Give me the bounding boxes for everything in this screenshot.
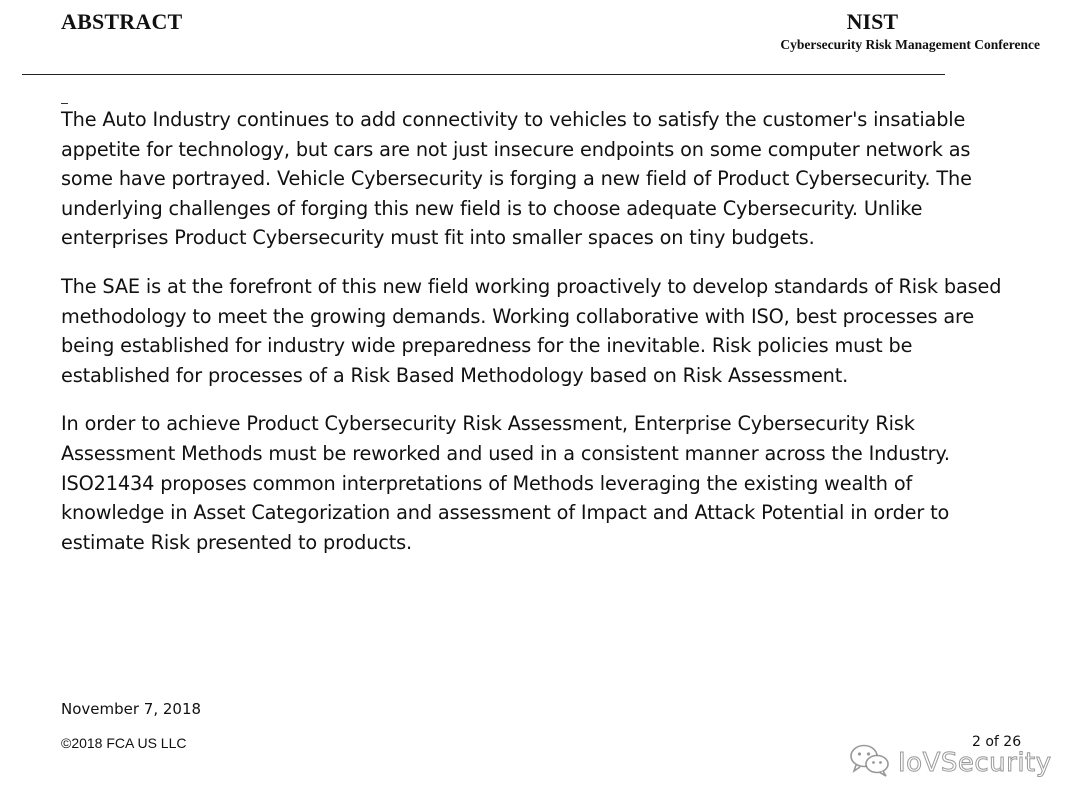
wechat-icon (848, 742, 892, 783)
watermark (848, 742, 1052, 783)
abstract-body (61, 105, 1051, 576)
paragraph-line: appetite for technology, but cars are not just insecure endpoints on some computer network as (61, 137, 971, 161)
paragraph-line: ISO21434 proposes common interpretations of Methods leveraging the existing wealth of (61, 471, 913, 495)
paragraph-line: methodology to meet the growing demands. Working collaborative with ISO, best processes are (61, 304, 975, 328)
paragraph-line: In order to achieve Product Cybersecurity Risk Assessment, Enterprise Cybersecurity Risk (61, 412, 915, 436)
paragraph-line: Assessment Methods must be reworked and used in a consistent manner across the Industry. (61, 441, 950, 465)
footer-date: November 7, 2018 (61, 700, 202, 718)
document-section-title: ABSTRACT (61, 9, 183, 34)
paragraph-line: estimate Risk presented to products. (61, 530, 413, 554)
paragraph-line: knowledge in Asset Categorization and assessment of Impact and Attack Potential in order to (61, 501, 950, 525)
paragraph-line: The Auto Industry continues to add connectivity to vehicles to satisfy the customer's insatiable (61, 108, 966, 131)
watermark-text: IoVSecurity (898, 747, 1052, 778)
header-divider (22, 74, 945, 75)
paragraph-2 (61, 272, 1051, 390)
conference-name: Cybersecurity Risk Management Conference (780, 37, 1040, 52)
stray-mark (61, 103, 68, 104)
paragraph-line: established for processes of a Risk Based Methodology based on Risk Assessment. (61, 363, 849, 387)
footer-copyright: ©2018 FCA US LLC (61, 735, 187, 751)
paragraph-line: enterprises Product Cybersecurity must fit into smaller spaces on tiny budgets. (61, 226, 815, 250)
paragraph-1 (61, 105, 1051, 253)
paragraph-line: The SAE is at the forefront of this new field working proactively to develop standards of Risk based (61, 274, 1002, 298)
organization-name: NIST (846, 9, 898, 34)
paragraph-3 (61, 409, 1051, 557)
paragraph-line: underlying challenges of forging this new field is to choose adequate Cybersecurity. Unlike (61, 196, 923, 220)
paragraph-line: being established for industry wide preparedness for the inevitable. Risk policies must be (61, 334, 913, 358)
page-number: 2 of 26 (972, 734, 1022, 750)
paragraph-line: some have portrayed. Vehicle Cybersecurity is forging a new field of Product Cybersecurity. The (61, 167, 972, 191)
header-right-block (780, 9, 1040, 53)
